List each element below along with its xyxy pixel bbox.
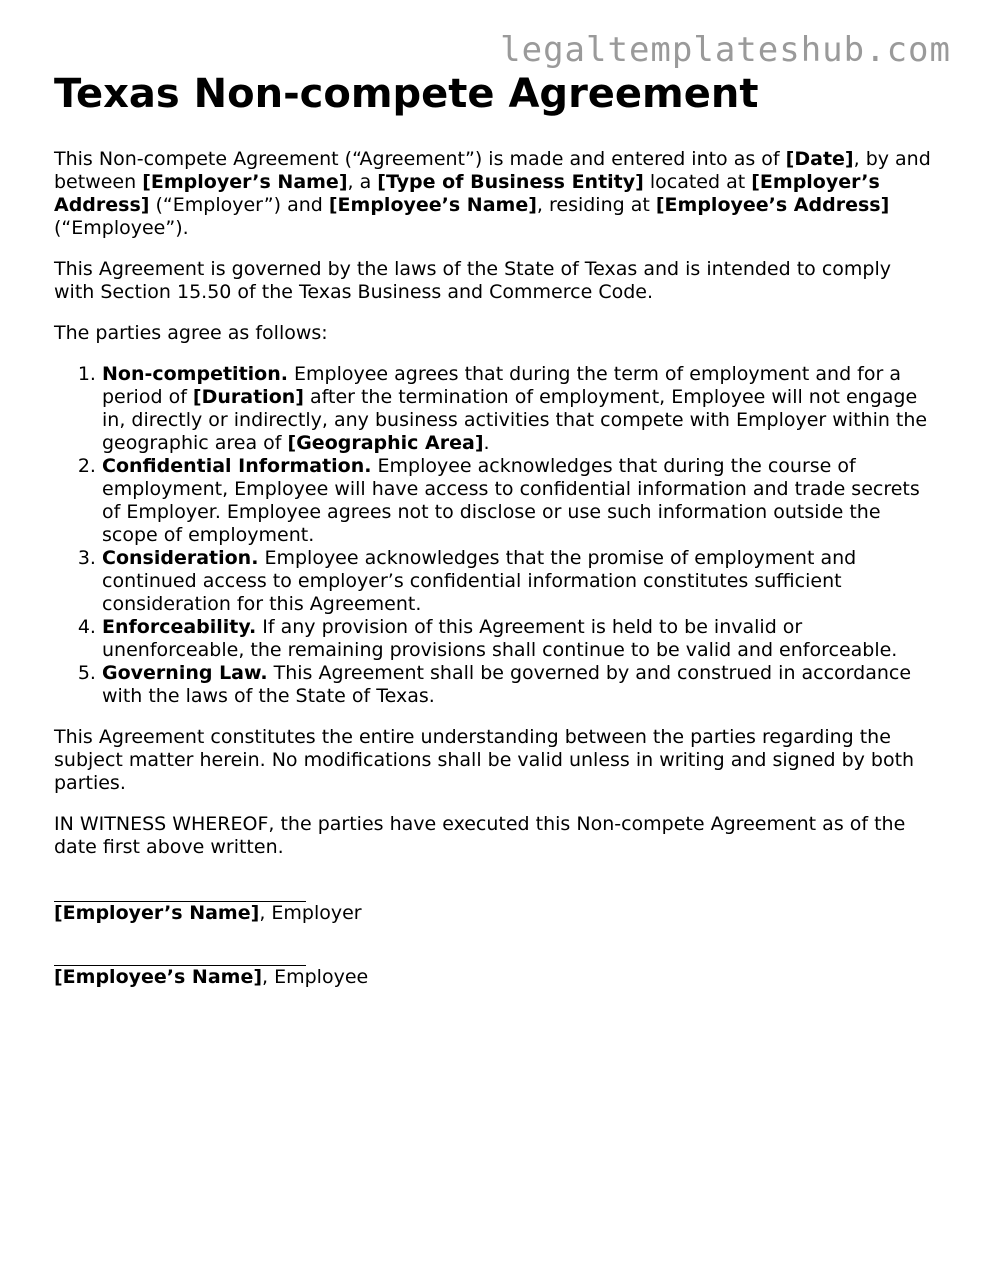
geographic-area-placeholder: [Geographic Area] bbox=[287, 432, 484, 454]
employee-role: , Employee bbox=[262, 966, 369, 988]
clause-text: Employee acknowledges that during the course of employment, Employee will have access to confidential information and trade secrets of Employer. Employee agrees not to disclose or use such information outside the scope of employment. bbox=[102, 455, 920, 546]
employee-name-placeholder: [Employee’s Name] bbox=[328, 194, 537, 216]
clauses-list bbox=[54, 363, 934, 708]
witness-paragraph: IN WITNESS WHEREOF, the parties have executed this Non-compete Agreement as of the date first above written. bbox=[54, 813, 906, 858]
document-title: Texas Non-compete Agreement bbox=[54, 71, 759, 117]
date-placeholder: [Date] bbox=[785, 148, 854, 170]
employee-name-placeholder: [Employee’s Name] bbox=[54, 966, 263, 988]
intro-text: (“Employee”). bbox=[54, 217, 189, 239]
clause-confidential-information bbox=[102, 455, 934, 547]
intro-text: , by and between bbox=[54, 148, 931, 193]
employer-signature-line bbox=[54, 881, 306, 902]
entire-agreement-paragraph: This Agreement constitutes the entire understanding between the parties regarding the subject matter herein. No modifications shall be valid unless in writing and signed by both parties. bbox=[54, 726, 915, 794]
agree-paragraph: The parties agree as follows: bbox=[54, 322, 328, 344]
employer-role: , Employer bbox=[259, 902, 362, 924]
employer-name-placeholder: [Employer’s Name] bbox=[54, 902, 260, 924]
clause-text: Employee acknowledges that the promise of employment and continued access to employer’s confidential information constitutes sufficient consideration for this Agreement. bbox=[102, 547, 857, 615]
clause-governing-law bbox=[102, 662, 934, 708]
employee-address-placeholder: [Employee’s Address] bbox=[655, 194, 890, 216]
clause-text: This Agreement shall be governed by and construed in accordance with the laws of the State of Texas. bbox=[102, 662, 912, 707]
watermark: legaltemplateshub.com bbox=[500, 30, 951, 70]
clause-text: after the termination of employment, Employee will not engage in, directly or indirectly, any business activities that compete with Employer within the geographic area of bbox=[102, 386, 928, 454]
duration-placeholder: [Duration] bbox=[192, 386, 304, 408]
clause-enforceability bbox=[102, 616, 934, 662]
employer-name-placeholder: [Employer’s Name] bbox=[142, 171, 348, 193]
clause-heading: Non-competition. bbox=[102, 363, 288, 385]
signature-block bbox=[54, 881, 934, 989]
clause-non-competition bbox=[102, 363, 934, 455]
intro-paragraph bbox=[54, 148, 934, 240]
clause-text: . bbox=[483, 432, 490, 454]
entity-type-placeholder: [Type of Business Entity] bbox=[377, 171, 644, 193]
intro-text: , a bbox=[347, 171, 378, 193]
governing-paragraph: This Agreement is governed by the laws of the State of Texas and is intended to comply with Section 15.50 of the Texas Business and Commerce Code. bbox=[54, 258, 891, 303]
intro-text: located at bbox=[643, 171, 752, 193]
intro-text: This Non-compete Agreement (“Agreement”) is made and entered into as of bbox=[54, 148, 786, 170]
employee-signature-name bbox=[54, 966, 934, 989]
employee-signature-line bbox=[54, 945, 306, 966]
intro-text: (“Employer”) and bbox=[149, 194, 329, 216]
clause-heading: Consideration. bbox=[102, 547, 259, 569]
clause-heading: Enforceability. bbox=[102, 616, 257, 638]
employer-signature-name bbox=[54, 902, 934, 925]
clause-consideration bbox=[102, 547, 934, 616]
employer-address-placeholder: [Employer’s Address] bbox=[54, 171, 880, 216]
intro-text: , residing at bbox=[536, 194, 656, 216]
clause-heading: Governing Law. bbox=[102, 662, 268, 684]
clause-heading: Confidential Information. bbox=[102, 455, 372, 477]
clause-text: Employee agrees that during the term of employment and for a period of bbox=[102, 363, 901, 408]
clause-text: If any provision of this Agreement is held to be invalid or unenforceable, the remaining provisions shall continue to be valid and enforceable. bbox=[102, 616, 898, 661]
document-page bbox=[54, 68, 934, 1009]
